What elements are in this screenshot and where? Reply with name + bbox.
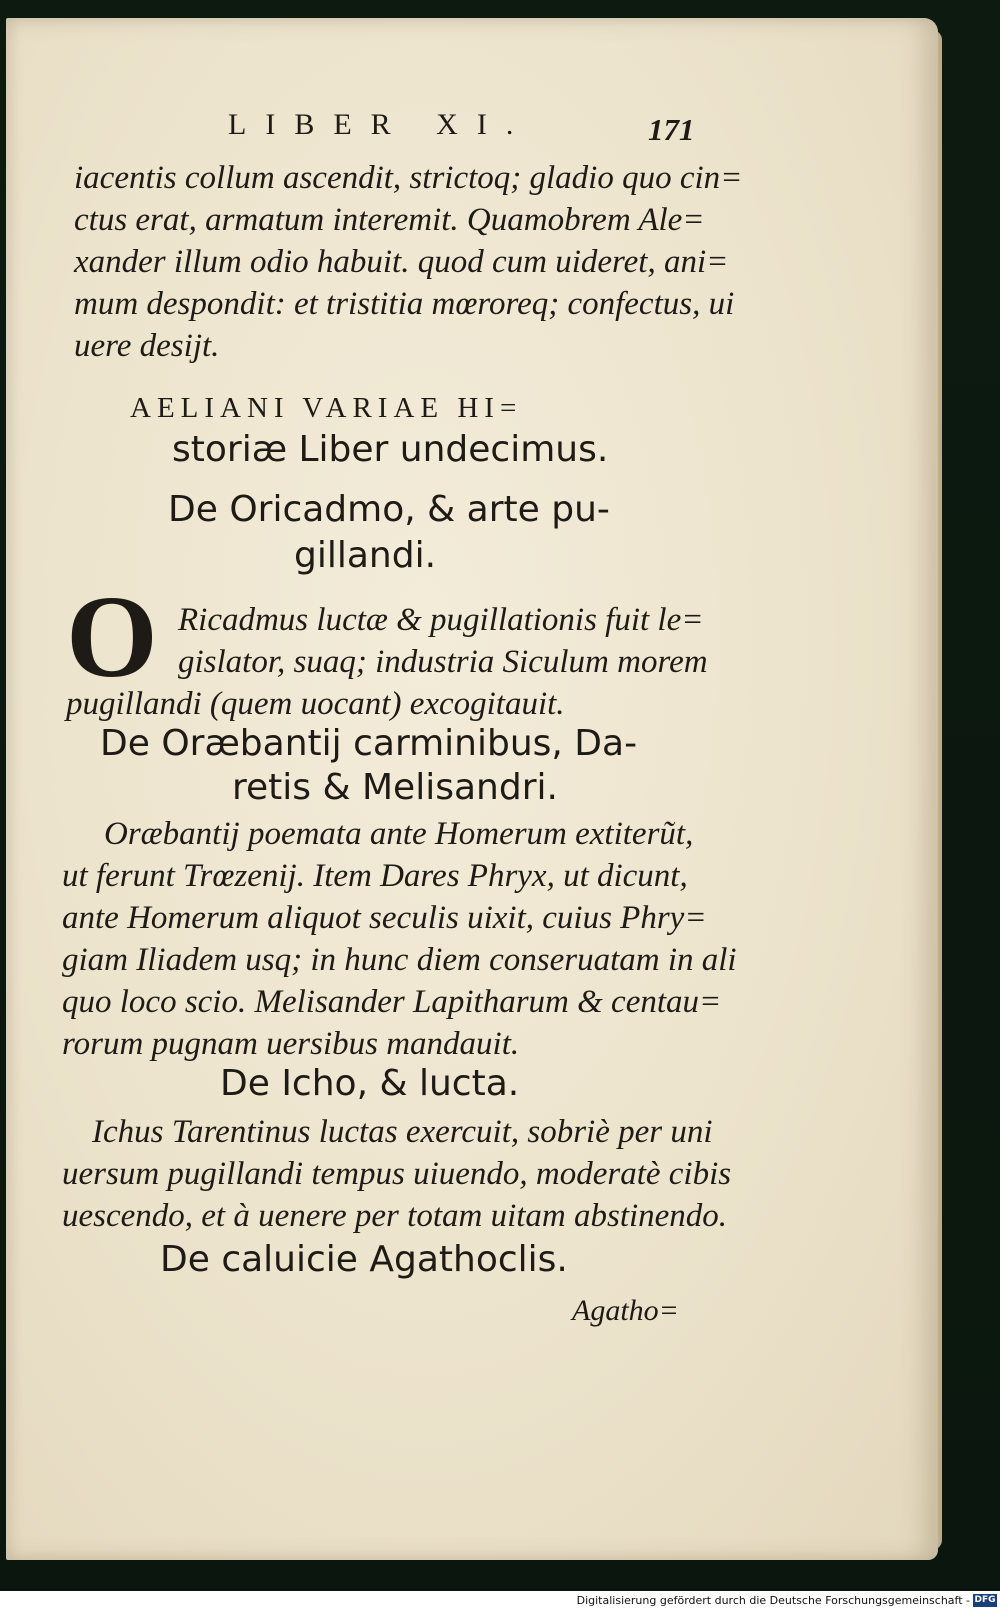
section-text-line: ante Homerum aliquot seculis uixit, cuius Phry= (62, 900, 707, 936)
folio-number: 171 (648, 112, 695, 147)
section-heading: De Oræbantij carminibus, Da- (100, 723, 638, 764)
book-heading-caps: AELIANI VARIAE HI= (130, 392, 523, 424)
section-heading: De Oricadmo, & arte pu- (168, 489, 610, 530)
section-text-line: Ricadmus luctæ & pugillationis fuit le= (178, 602, 704, 638)
section-text-line: pugillandi (quem uocant) excogitauit. (66, 686, 565, 722)
section-text-line: ut ferunt Trœzenij. Item Dares Phryx, ut dicunt, (62, 858, 688, 894)
section-text-line: gislator, suaq; industria Siculum morem (178, 644, 708, 680)
section-text-line: Oræbantij poemata ante Homerum extiterũt, (104, 816, 694, 852)
drop-cap-initial: O (66, 571, 158, 702)
section-text-line: uescendo, et à uenere per totam uitam abstinendo. (62, 1198, 728, 1234)
section-text-line: quo loco scio. Melisander Lapitharum & centau= (62, 984, 722, 1020)
section-heading: De caluicie Agathoclis. (160, 1239, 568, 1280)
intro-line: ctus erat, armatum interemit. Quamobrem Ale= (74, 202, 705, 238)
section-heading: gillandi. (294, 535, 437, 576)
intro-line: xander illum odio habuit. quod cum uideret, ani= (74, 244, 729, 280)
intro-line: mum despondit: et tristitia mœroreq; confectus, ui (74, 286, 735, 322)
section-text-line: giam Iliadem usq; in hunc diem conseruatam in ali (62, 942, 737, 978)
section-text-line: rorum pugnam uersibus mandauit. (62, 1026, 520, 1062)
footer-credit: Digitalisierung gefördert durch die Deutsche Forschungsgemeinschaft - (576, 1594, 970, 1607)
intro-line: iacentis collum ascendit, strictoq; gladio quo cin= (74, 160, 743, 196)
section-text-line: uersum pugillandi tempus uiuendo, moderatè cibis (62, 1156, 732, 1192)
section-text-line: Ichus Tarentinus luctas exercuit, sobriè per uni (92, 1114, 713, 1150)
running-head-title: LIBER XI. (228, 108, 533, 141)
catchword: Agatho= (572, 1294, 679, 1327)
intro-line: uere desijt. (74, 328, 220, 364)
section-heading: De Icho, & lucta. (220, 1063, 520, 1104)
section-heading: retis & Melisandri. (232, 767, 558, 808)
dfg-logo: DFG (974, 1595, 996, 1605)
book-heading-title: storiæ Liber undecimus. (172, 429, 609, 470)
